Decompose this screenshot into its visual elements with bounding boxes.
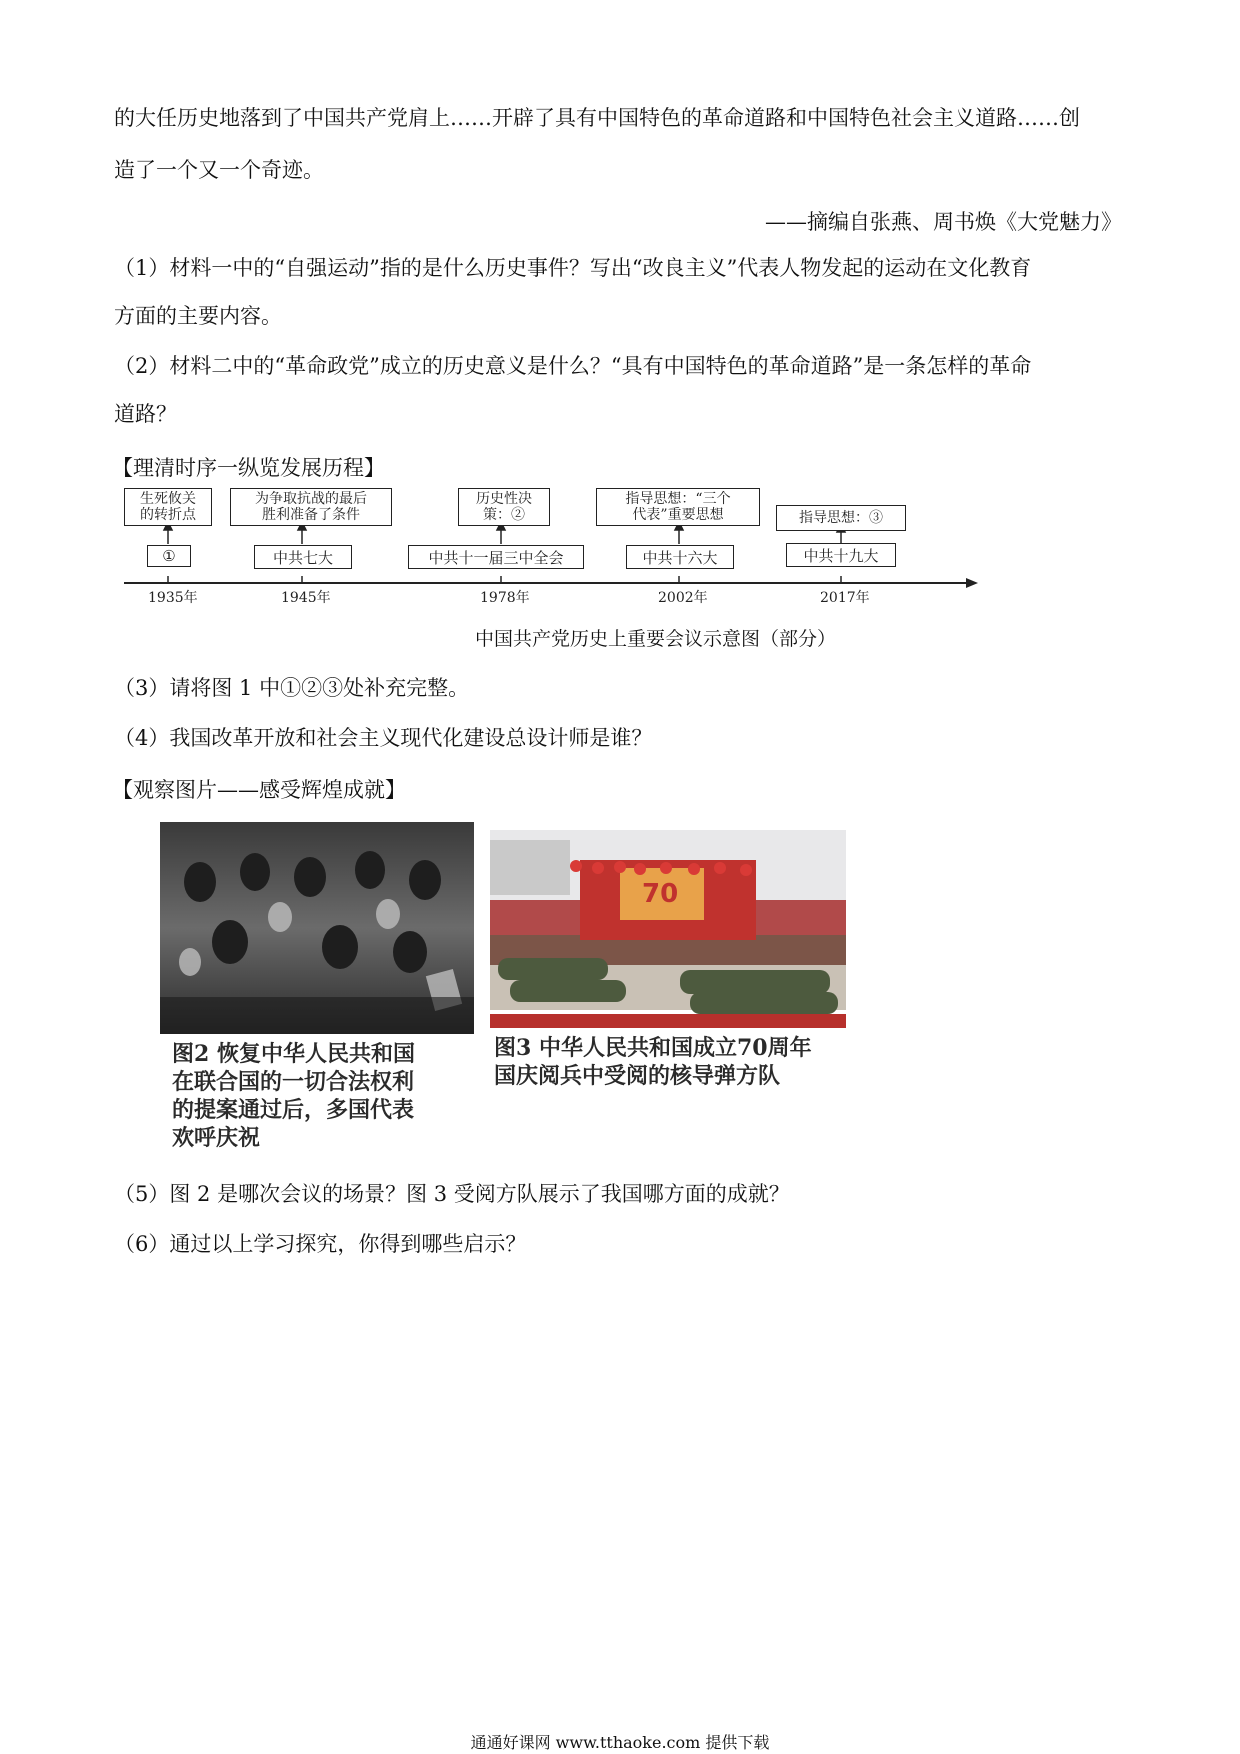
figure-3-photo xyxy=(490,830,846,1028)
figure-2-caption-line-4: 欢呼庆祝 xyxy=(172,1125,261,1151)
figure-3-caption-line-2: 国庆阅兵中受阅的核导弹方队 xyxy=(494,1063,781,1089)
timeline-caption: 中国共产党历史上重要会议示意图（部分） xyxy=(475,628,837,650)
timeline-note-2017: 指导思想：③ xyxy=(776,505,906,531)
figure-3-screen-70: 70 xyxy=(642,879,679,909)
timeline-meeting-2002: 中共十六大 xyxy=(626,545,734,569)
question-2-line-2: 道路？ xyxy=(114,402,177,426)
timeline-year-1935: 1935年 xyxy=(148,590,198,606)
question-5: （5）图 2 是哪次会议的场景？图 3 受阅方队展示了我国哪方面的成就？ xyxy=(114,1182,790,1206)
timeline-note-1935: 生死攸关 的转折点 xyxy=(124,488,212,526)
material-source: ——摘编自张燕、周书焕《大党魅力》 xyxy=(765,210,1122,234)
timeline-meeting-1978: 中共十一届三中全会 xyxy=(408,545,584,569)
figure-2-caption-line-2: 在联合国的一切合法权利 xyxy=(172,1069,415,1095)
timeline-meeting-2017: 中共十九大 xyxy=(786,543,896,567)
timeline-year-1945: 1945年 xyxy=(281,590,331,606)
question-2-line-1: （2）材料二中的“革命政党”成立的历史意义是什么？“具有中国特色的革命道路”是一条怎样的革命 xyxy=(114,354,1032,378)
page-footer: 通通好课网 www.tthaoke.com 提供下载 xyxy=(470,1733,770,1752)
timeline-meeting-1945: 中共七大 xyxy=(254,545,352,569)
timeline-year-2017: 2017年 xyxy=(820,590,870,606)
timeline-meeting-1935: ① xyxy=(147,545,191,567)
timeline-year-2002: 2002年 xyxy=(658,590,708,606)
figure-2-caption-line-3: 的提案通过后，多国代表 xyxy=(172,1097,415,1123)
question-3: （3）请将图 1 中①②③处补充完整。 xyxy=(114,676,470,700)
timeline-year-1978: 1978年 xyxy=(480,590,530,606)
figure-2-caption-line-1: 图2 恢复中华人民共和国 xyxy=(172,1041,415,1067)
question-6: （6）通过以上学习探究，你得到哪些启示？ xyxy=(114,1232,527,1256)
timeline-note-1978: 历史性决 策：② xyxy=(458,488,550,526)
figure-2-photo xyxy=(160,822,474,1034)
figure-3-caption xyxy=(494,1034,812,1090)
section-title-timeline: 【理清时序一纵览发展历程】 xyxy=(112,456,385,480)
question-1-line-1: （1）材料一中的“自强运动”指的是什么历史事件？写出“改良主义”代表人物发起的运动在文化教育 xyxy=(114,256,1032,280)
timeline-diagram xyxy=(118,488,978,608)
section-title-photos: 【观察图片——感受辉煌成就】 xyxy=(112,778,406,802)
timeline-note-1945: 为争取抗战的最后 胜利准备了条件 xyxy=(230,488,392,526)
timeline-note-2002: 指导思想：“三个 代表”重要思想 xyxy=(596,488,760,526)
figure-2-caption xyxy=(172,1040,415,1152)
material-text-line-2: 造了一个又一个奇迹。 xyxy=(114,158,324,182)
question-4: （4）我国改革开放和社会主义现代化建设总设计师是谁？ xyxy=(114,726,653,750)
figure-3-caption-line-1: 图3 中华人民共和国成立70周年 xyxy=(494,1035,812,1061)
question-1-line-2: 方面的主要内容。 xyxy=(114,304,282,328)
material-text-line-1: 的大任历史地落到了中国共产党肩上……开辟了具有中国特色的革命道路和中国特色社会主义道路……创 xyxy=(114,106,1080,130)
